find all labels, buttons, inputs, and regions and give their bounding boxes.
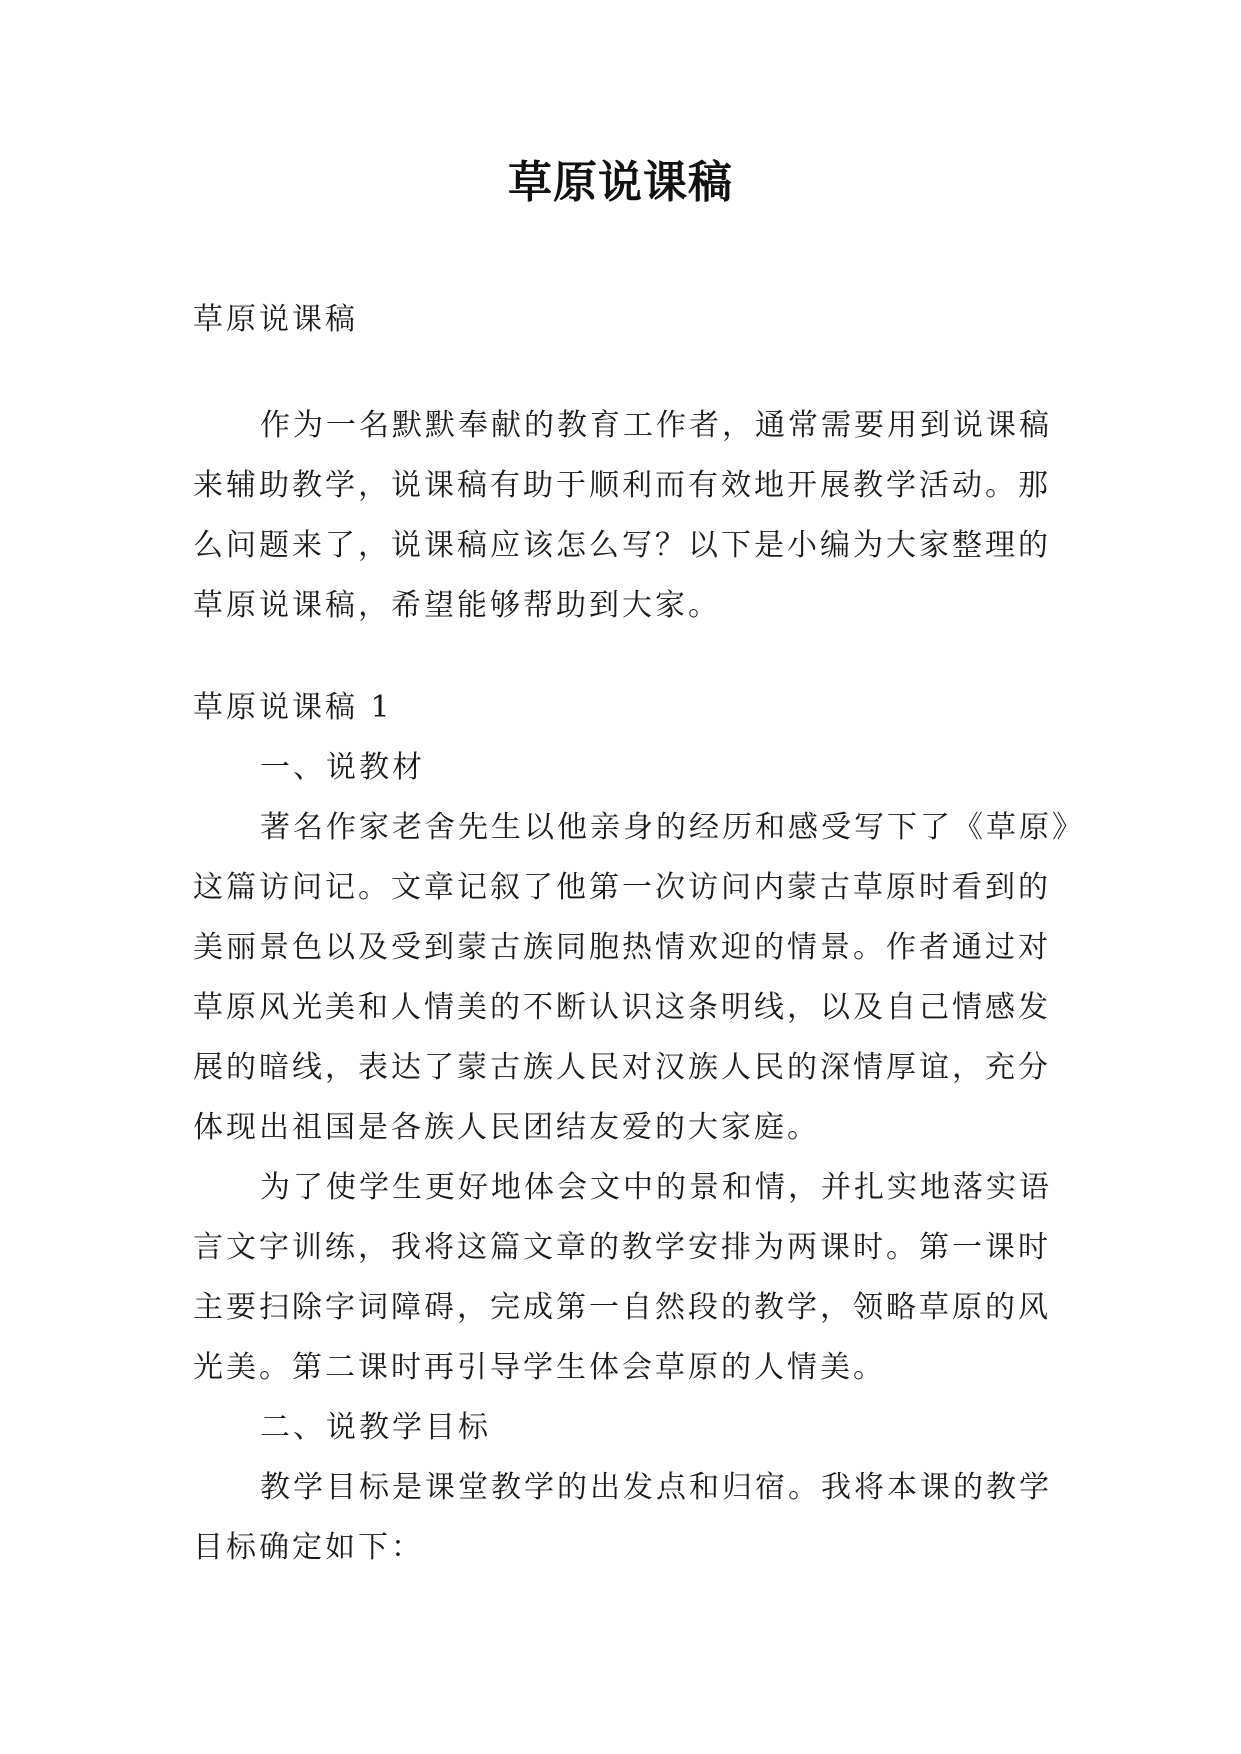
- paragraph-teaching-goals: [193, 1458, 1053, 1578]
- heading-teaching-material: 一、说教材: [260, 750, 425, 785]
- paragraph-line: 草原风光美和人情美的不断认识这条明线，以及自己情感发: [193, 990, 1051, 1025]
- paragraph-line: 著名作家老舍先生以他亲身的经历和感受写下了《草原》: [260, 810, 1085, 845]
- section-title: 草原说课稿 1: [193, 690, 393, 725]
- paragraph-line: 目标确定如下：: [193, 1530, 424, 1565]
- document-subtitle: 草原说课稿: [193, 302, 358, 337]
- intro-paragraph: [193, 396, 1053, 636]
- paragraph-line: 光美。第二课时再引导学生体会草原的人情美。: [193, 1350, 886, 1385]
- paragraph-line: 教学目标是课堂教学的出发点和归宿。我将本课的教学: [260, 1470, 1052, 1505]
- paragraph-line: 么问题来了，说课稿应该怎么写？以下是小编为大家整理的: [193, 528, 1051, 563]
- paragraph-line: 主要扫除字词障碍，完成第一自然段的教学，领略草原的风: [193, 1290, 1051, 1325]
- paragraph-line: 这篇访问记。文章记叙了他第一次访问内蒙古草原时看到的: [193, 870, 1051, 905]
- paragraph-line: 美丽景色以及受到蒙古族同胞热情欢迎的情景。作者通过对: [193, 930, 1051, 965]
- heading-teaching-goals: 二、说教学目标: [260, 1410, 491, 1445]
- paragraph-line: 言文字训练，我将这篇文章的教学安排为两课时。第一课时: [193, 1230, 1051, 1265]
- paragraph-line: 体现出祖国是各族人民团结友爱的大家庭。: [193, 1110, 820, 1145]
- paragraph-line: 草原说课稿，希望能够帮助到大家。: [193, 588, 721, 623]
- document-body: [193, 290, 1085, 1578]
- paragraph-line: 来辅助教学，说课稿有助于顺利而有效地开展教学活动。那: [193, 468, 1051, 503]
- paragraph-line: 为了使学生更好地体会文中的景和情，并扎实地落实语: [260, 1170, 1052, 1205]
- paragraph-teaching-material: [193, 798, 1085, 1158]
- paragraph-line: 作为一名默默奉献的教育工作者，通常需要用到说课稿: [260, 408, 1052, 443]
- paragraph-line: 展的暗线，表达了蒙古族人民对汉族人民的深情厚谊，充分: [193, 1050, 1051, 1085]
- paragraph-lesson-plan: [193, 1158, 1053, 1398]
- document-title: 草原说课稿: [508, 157, 733, 208]
